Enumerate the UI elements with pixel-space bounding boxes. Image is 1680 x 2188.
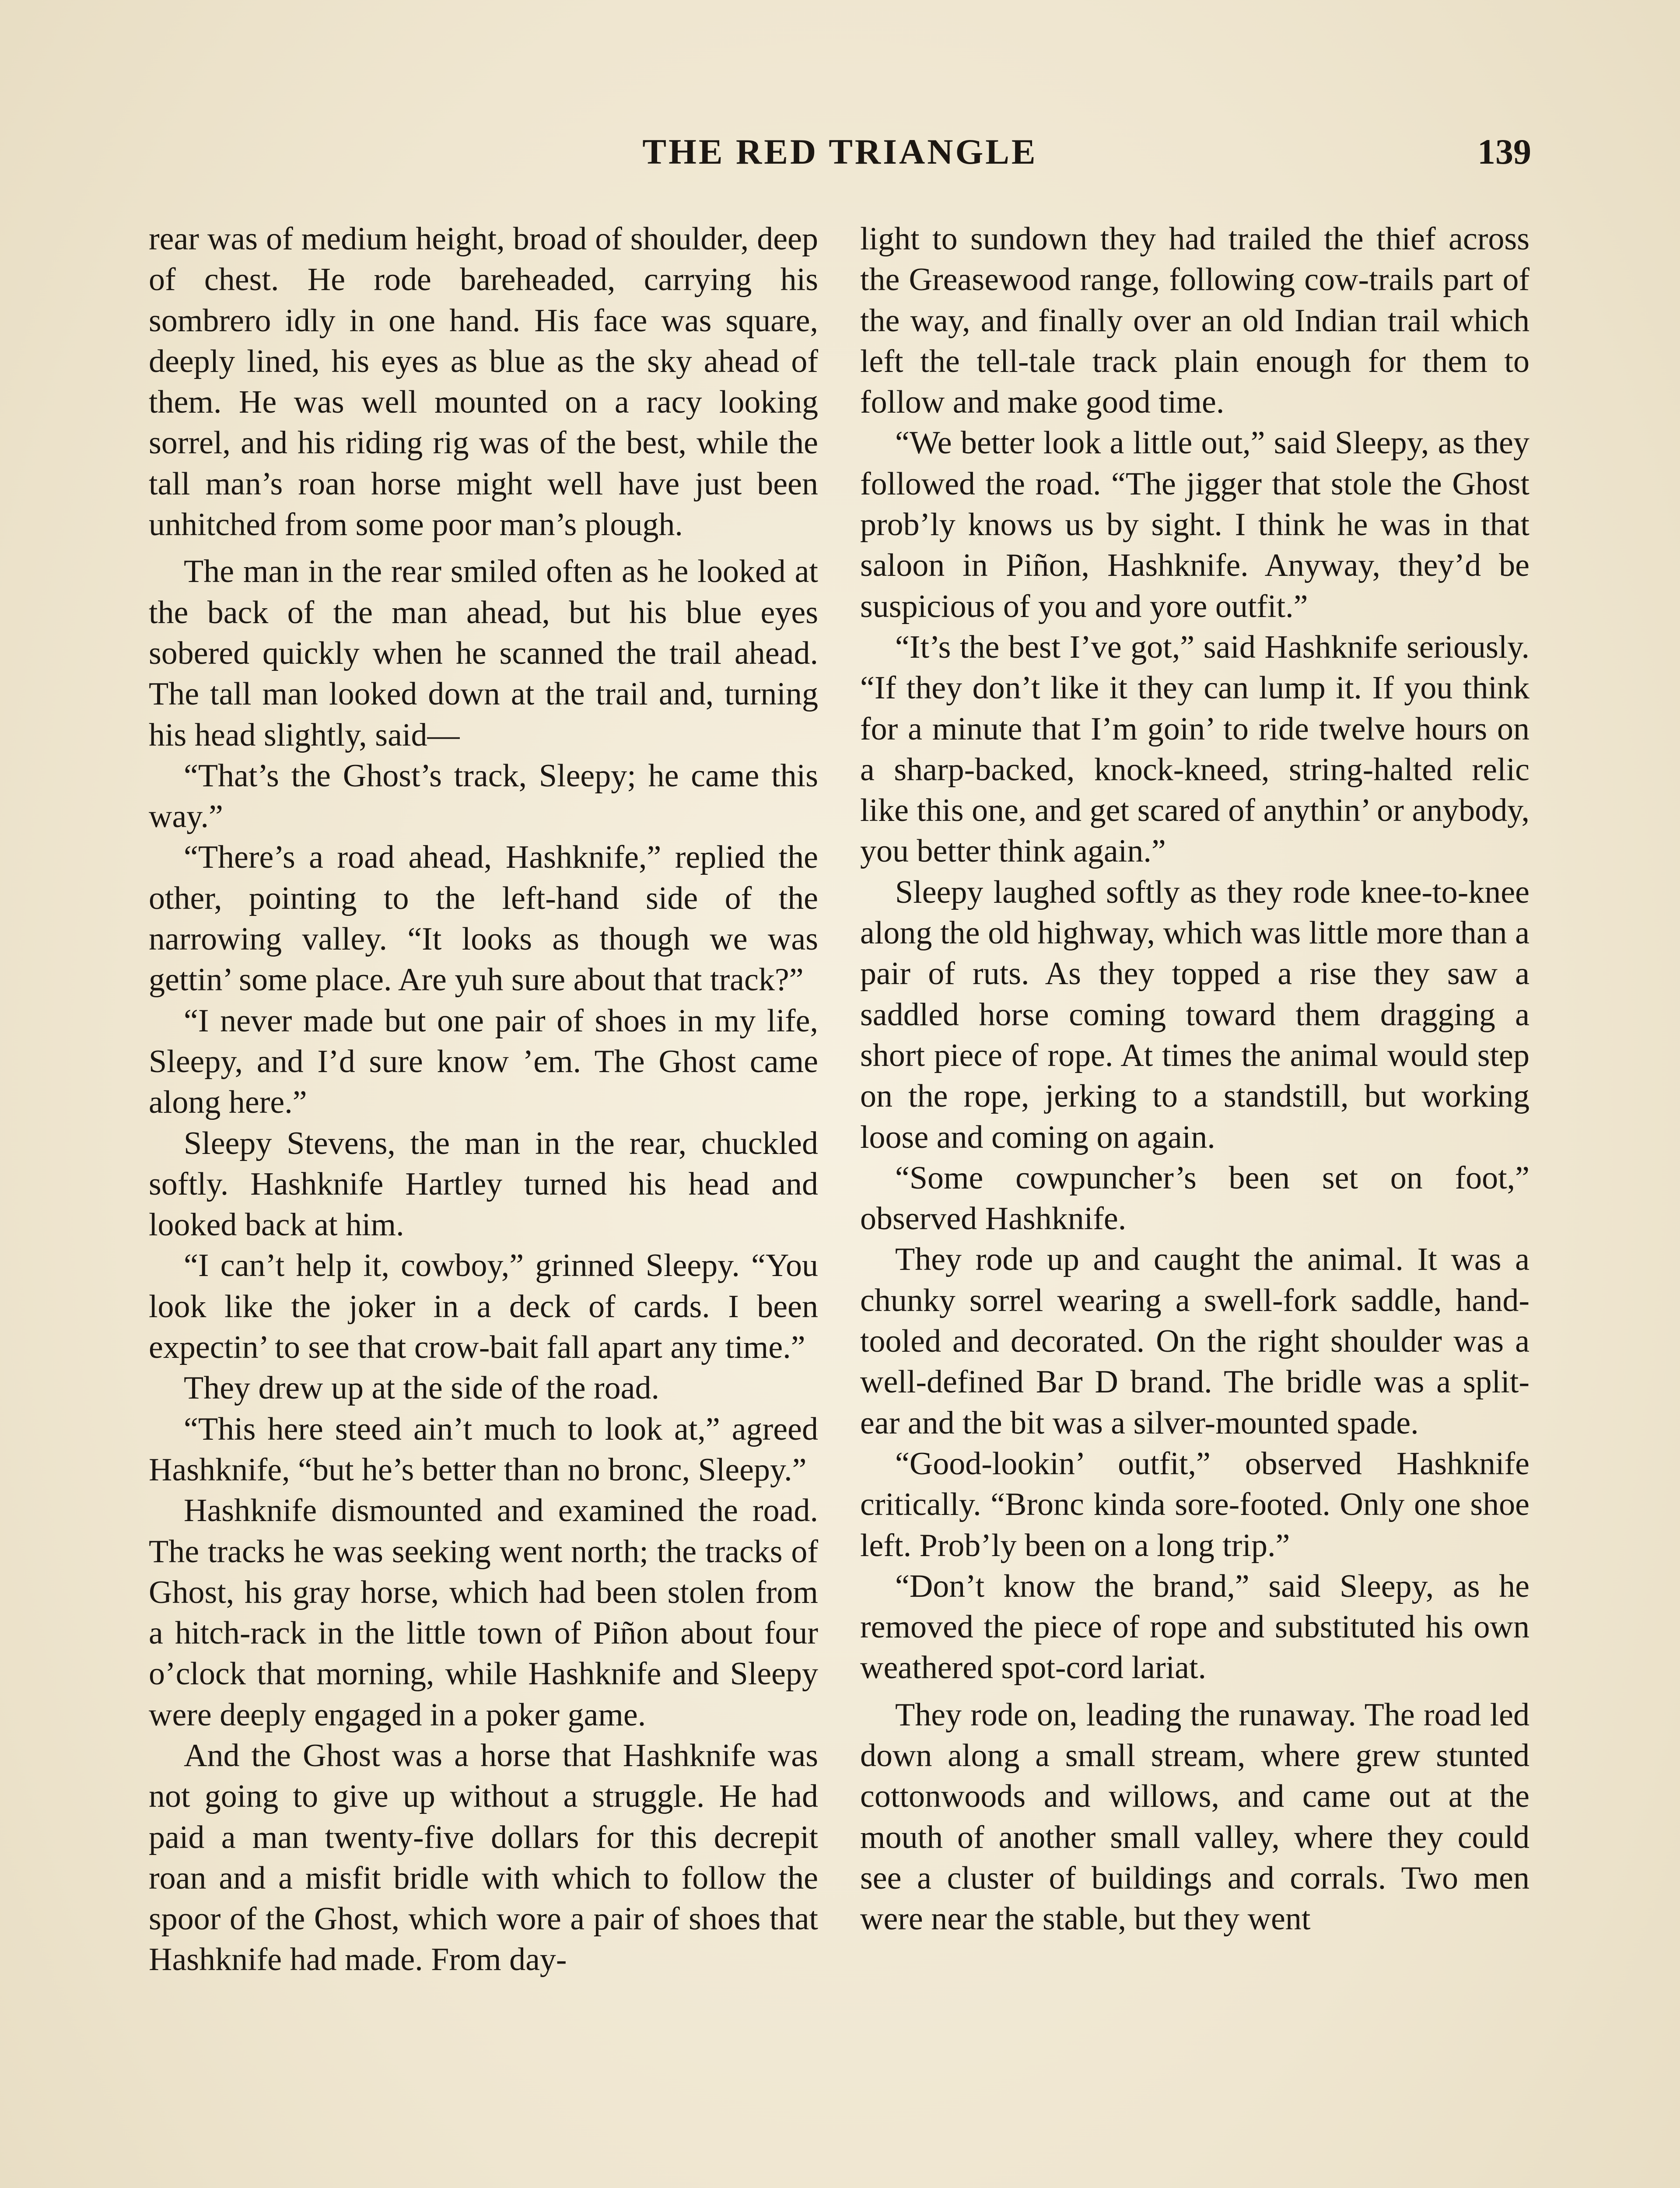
paragraph: Sleepy Stevens, the man in the rear, chuckled softly. Hashknife Hartley turned his head and looked back at him. xyxy=(149,1125,818,1243)
paragraph: “Don’t know the brand,” said Sleepy, as he removed the piece of rope and substituted his own weathered spot-cord lariat. xyxy=(860,1568,1530,1686)
paragraph: “This here steed ain’t much to look at,” agreed Hashknife, “but he’s better than no bronc, Sleepy.” xyxy=(149,1411,818,1488)
paragraph: “Some cowpuncher’s been set on foot,” observed Hashknife. xyxy=(860,1160,1530,1237)
paragraph: “Good-lookin’ outfit,” observed Hashknife critically. “Bronc kinda sore-footed. Only one shoe left. Prob’ly been on a long trip.” xyxy=(860,1445,1530,1564)
page-header xyxy=(0,131,1680,184)
page-number: 139 xyxy=(1477,132,1531,172)
paragraph: Sleepy laughed softly as they rode knee-to-knee along the old highway, which was little more than a pair of ruts. As they topped a rise they saw a saddled horse coming toward them dragging a short piece of rope. At times the animal would step on the rope, jerking to a standstill, but working loose and coming on again. xyxy=(860,874,1530,1155)
paragraph: light to sundown they had trailed the thief across the Greasewood range, following cow-trails part of the way, and finally over an old Indian trail which left the tell-tale track plain enough for them to follow and make good time. xyxy=(860,221,1530,421)
paragraph: They drew up at the side of the road. xyxy=(184,1370,660,1406)
paragraph: “That’s the Ghost’s track, Sleepy; he came this way.” xyxy=(149,757,818,835)
paragraph: “I never made but one pair of shoes in my life, Sleepy, and I’d sure know ’em. The Ghost came along here.” xyxy=(149,1003,818,1121)
paragraph: They rode up and caught the animal. It was a chunky sorrel wearing a swell-fork saddle, hand-tooled and decorated. On the right shoulder was a well-defined Bar D brand. The bridle was a split-ear and the bit was a silver-mounted spade. xyxy=(860,1241,1530,1441)
right-column xyxy=(860,219,1530,1939)
paragraph: “We better look a little out,” said Sleepy, as they followed the road. “The jigger that stole the Ghost prob’ly knows us by sight. I think he was in that saloon in Piñon, Hashknife. Anyway, they’d be suspicious of you and yore outfit.” xyxy=(860,425,1530,624)
paragraph: “I can’t help it, cowboy,” grinned Sleepy. “You look like the joker in a deck of cards. I been expectin’ to see that crow-bait fall apart any time.” xyxy=(149,1248,818,1366)
paragraph: Hashknife dismounted and examined the road. The tracks he was seeking went north; the tracks of Ghost, his gray horse, which had been stolen from a hitch-rack in the little town of Piñon about four o’clock that morning, while Hashknife and Sleepy were deeply engaged in a poker game. xyxy=(149,1493,818,1733)
running-head: THE RED TRIANGLE xyxy=(642,132,1038,172)
paragraph: rear was of medium height, broad of shoulder, deep of chest. He rode bareheaded, carrying his sombrero idly in one hand. His face was square, deeply lined, his eyes as blue as the sky ahead of them. He was well mounted on a racy looking sorrel, and his riding rig was of the best, while the tall man’s roan horse might well have just been unhitched from some poor man’s plough. xyxy=(149,221,818,543)
paragraph: The man in the rear smiled often as he looked at the back of the man ahead, but his blue eyes sobered quickly when he scanned the trail ahead. The tall man looked down at the trail and, turning his head slightly, said— xyxy=(149,554,818,753)
paragraph: They rode on, leading the runaway. The road led down along a small stream, where grew stunted cottonwoods and willows, and came out at the mouth of another small valley, where they could see a cluster of buildings and corrals. Two men were near the stable, but they went xyxy=(860,1697,1530,1937)
paragraph: “There’s a road ahead, Hashknife,” replied the other, pointing to the left-hand side of the narrowing valley. “It looks as though we was gettin’ some place. Are yuh sure about that track?” xyxy=(149,839,818,998)
left-column xyxy=(149,219,818,1981)
paragraph: “It’s the best I’ve got,” said Hashknife seriously. “If they don’t like it they can lump it. If you think for a minute that I’m goin’ to ride twelve hours on a sharp-backed, knock-kneed, string-halted relic like this one, and get scared of anythin’ or anybody, you better think again.” xyxy=(860,629,1530,870)
paragraph: And the Ghost was a horse that Hashknife was not going to give up without a struggle. He had paid a man twenty-five dollars for this decrepit roan and a misfit bridle with which to follow the spoor of the Ghost, which wore a pair of shoes that Hashknife had made. From day- xyxy=(149,1737,818,1978)
